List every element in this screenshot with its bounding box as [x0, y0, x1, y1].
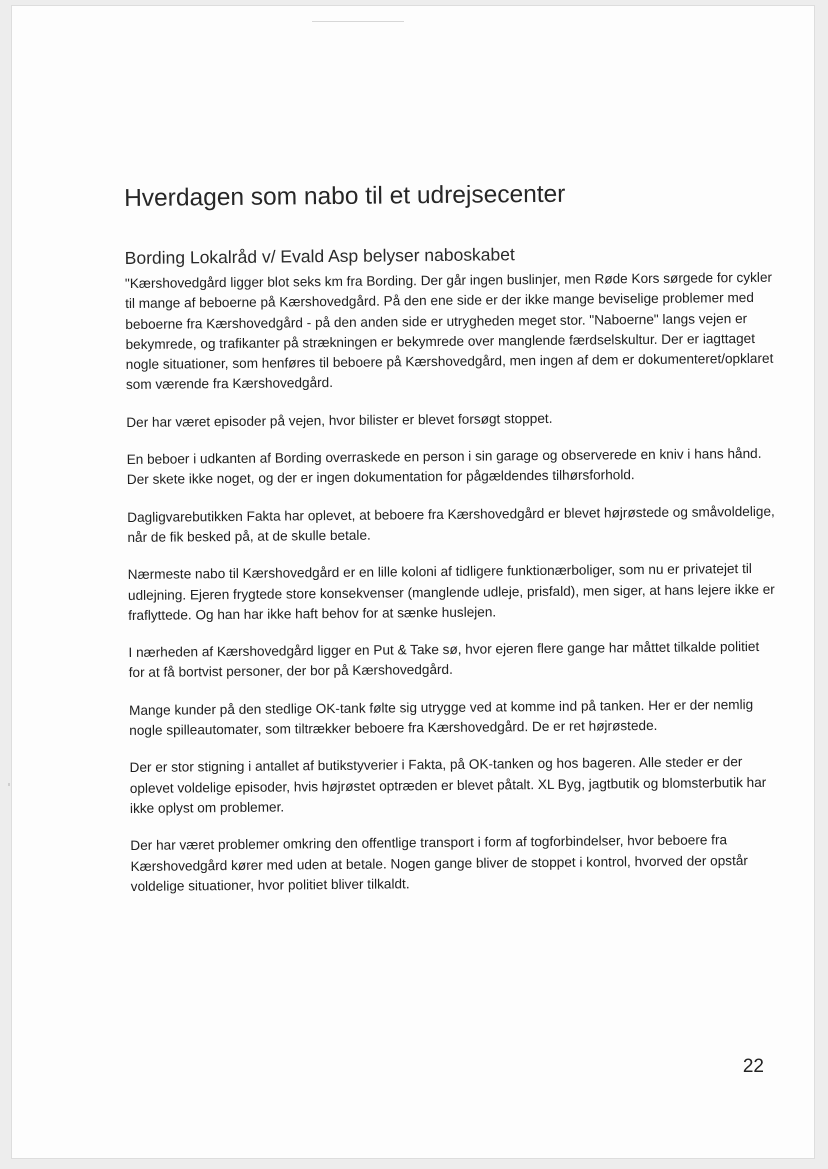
page-subtitle: Bording Lokalråd v/ Evald Asp belyser naboskabet	[124, 244, 515, 268]
document-page	[12, 6, 814, 1158]
paragraph: Der er stor stigning i antallet af butikstyverier i Fakta, på OK-tanken og hos bageren. Alle steder er der oplevet voldelige episoder, hvis højrøstet optræden er blevet påtalt. XL Byg, jagtbutik og blomsterbutik har ikke oplyst om problemer.	[129, 754, 767, 816]
paragraph: Dagligvarebutikken Fakta har oplevet, at beboere fra Kærshovedgård er blevet højrøstede og småvoldelige, når de fik besked på, at de skulle betale.	[127, 503, 775, 545]
paragraph: I nærheden af Kærshovedgård ligger en Put & Take sø, hvor ejeren flere gange har måttet tilkalde politiet for at få bortvist personer, der bor på Kærshovedgård.	[128, 639, 760, 681]
paragraph: "Kærshovedgård ligger blot seks km fra Bording. Der går ingen buslinjer, men Røde Kors sørgede for cykler til mange af beboerne på Kærshovedgård. På den ene side er der ikke mange beviselige problemer med beboerne fra Kærshovedgård - på den anden side er utrygheden meget stor. "Naboerne" langs vejen er bekymrede, og trafikanter på strækningen er bekymrede over manglende færdselskultur. Der er iagttaget nogle situationer, som henføres til beboere på Kærshovedgård, men ingen af dem er dokumenteret/opklaret som værende fra Kærshovedgård.	[124, 269, 774, 393]
paragraph: En beboer i udkanten af Bording overraskede en person i sin garage og observerede en kniv i hans hånd. Der skete ikke noget, og der er ingen dokumentation for pågældendes tilhørsforhold.	[126, 445, 762, 488]
page-number: 22	[742, 1056, 764, 1077]
body-text	[125, 268, 781, 897]
page-content	[124, 176, 781, 914]
scan-artifact-line	[312, 21, 404, 22]
paragraph: Der har været problemer omkring den offentlige transport i form af togforbindelser, hvor beboere fra Kærshovedgård kører med uden at betale. Nogen gange bliver de stoppet i kontrol, hvorved der opstår voldelige situationer, hvor politiet bliver tilkaldt.	[130, 832, 748, 894]
paragraph: Mange kunder på den stedlige OK-tank følte sig utrygge ved at komme ind på tanken. Her er der nemlig nogle spilleautomater, som tiltrækker beboere fra Kærshovedgård. De er ret højrøstede.	[128, 696, 754, 739]
page-title: Hverdagen som nabo til et udrejsecenter	[124, 180, 566, 212]
paragraph: Der har været episoder på vejen, hvor bilister er blevet forsøgt stoppet.	[126, 410, 553, 430]
scan-speck	[8, 783, 10, 786]
paragraph: Nærmeste nabo til Kærshovedgård er en lille koloni af tidligere funktionærboliger, som nu er privatejet til udlejning. Ejeren frygtede store konsekvenser (manglende udleje, prisfald), men siger, at hans lejere ikke er fraflyttede. Og han har ikke haft behov for at sænke huslejen.	[127, 561, 775, 623]
